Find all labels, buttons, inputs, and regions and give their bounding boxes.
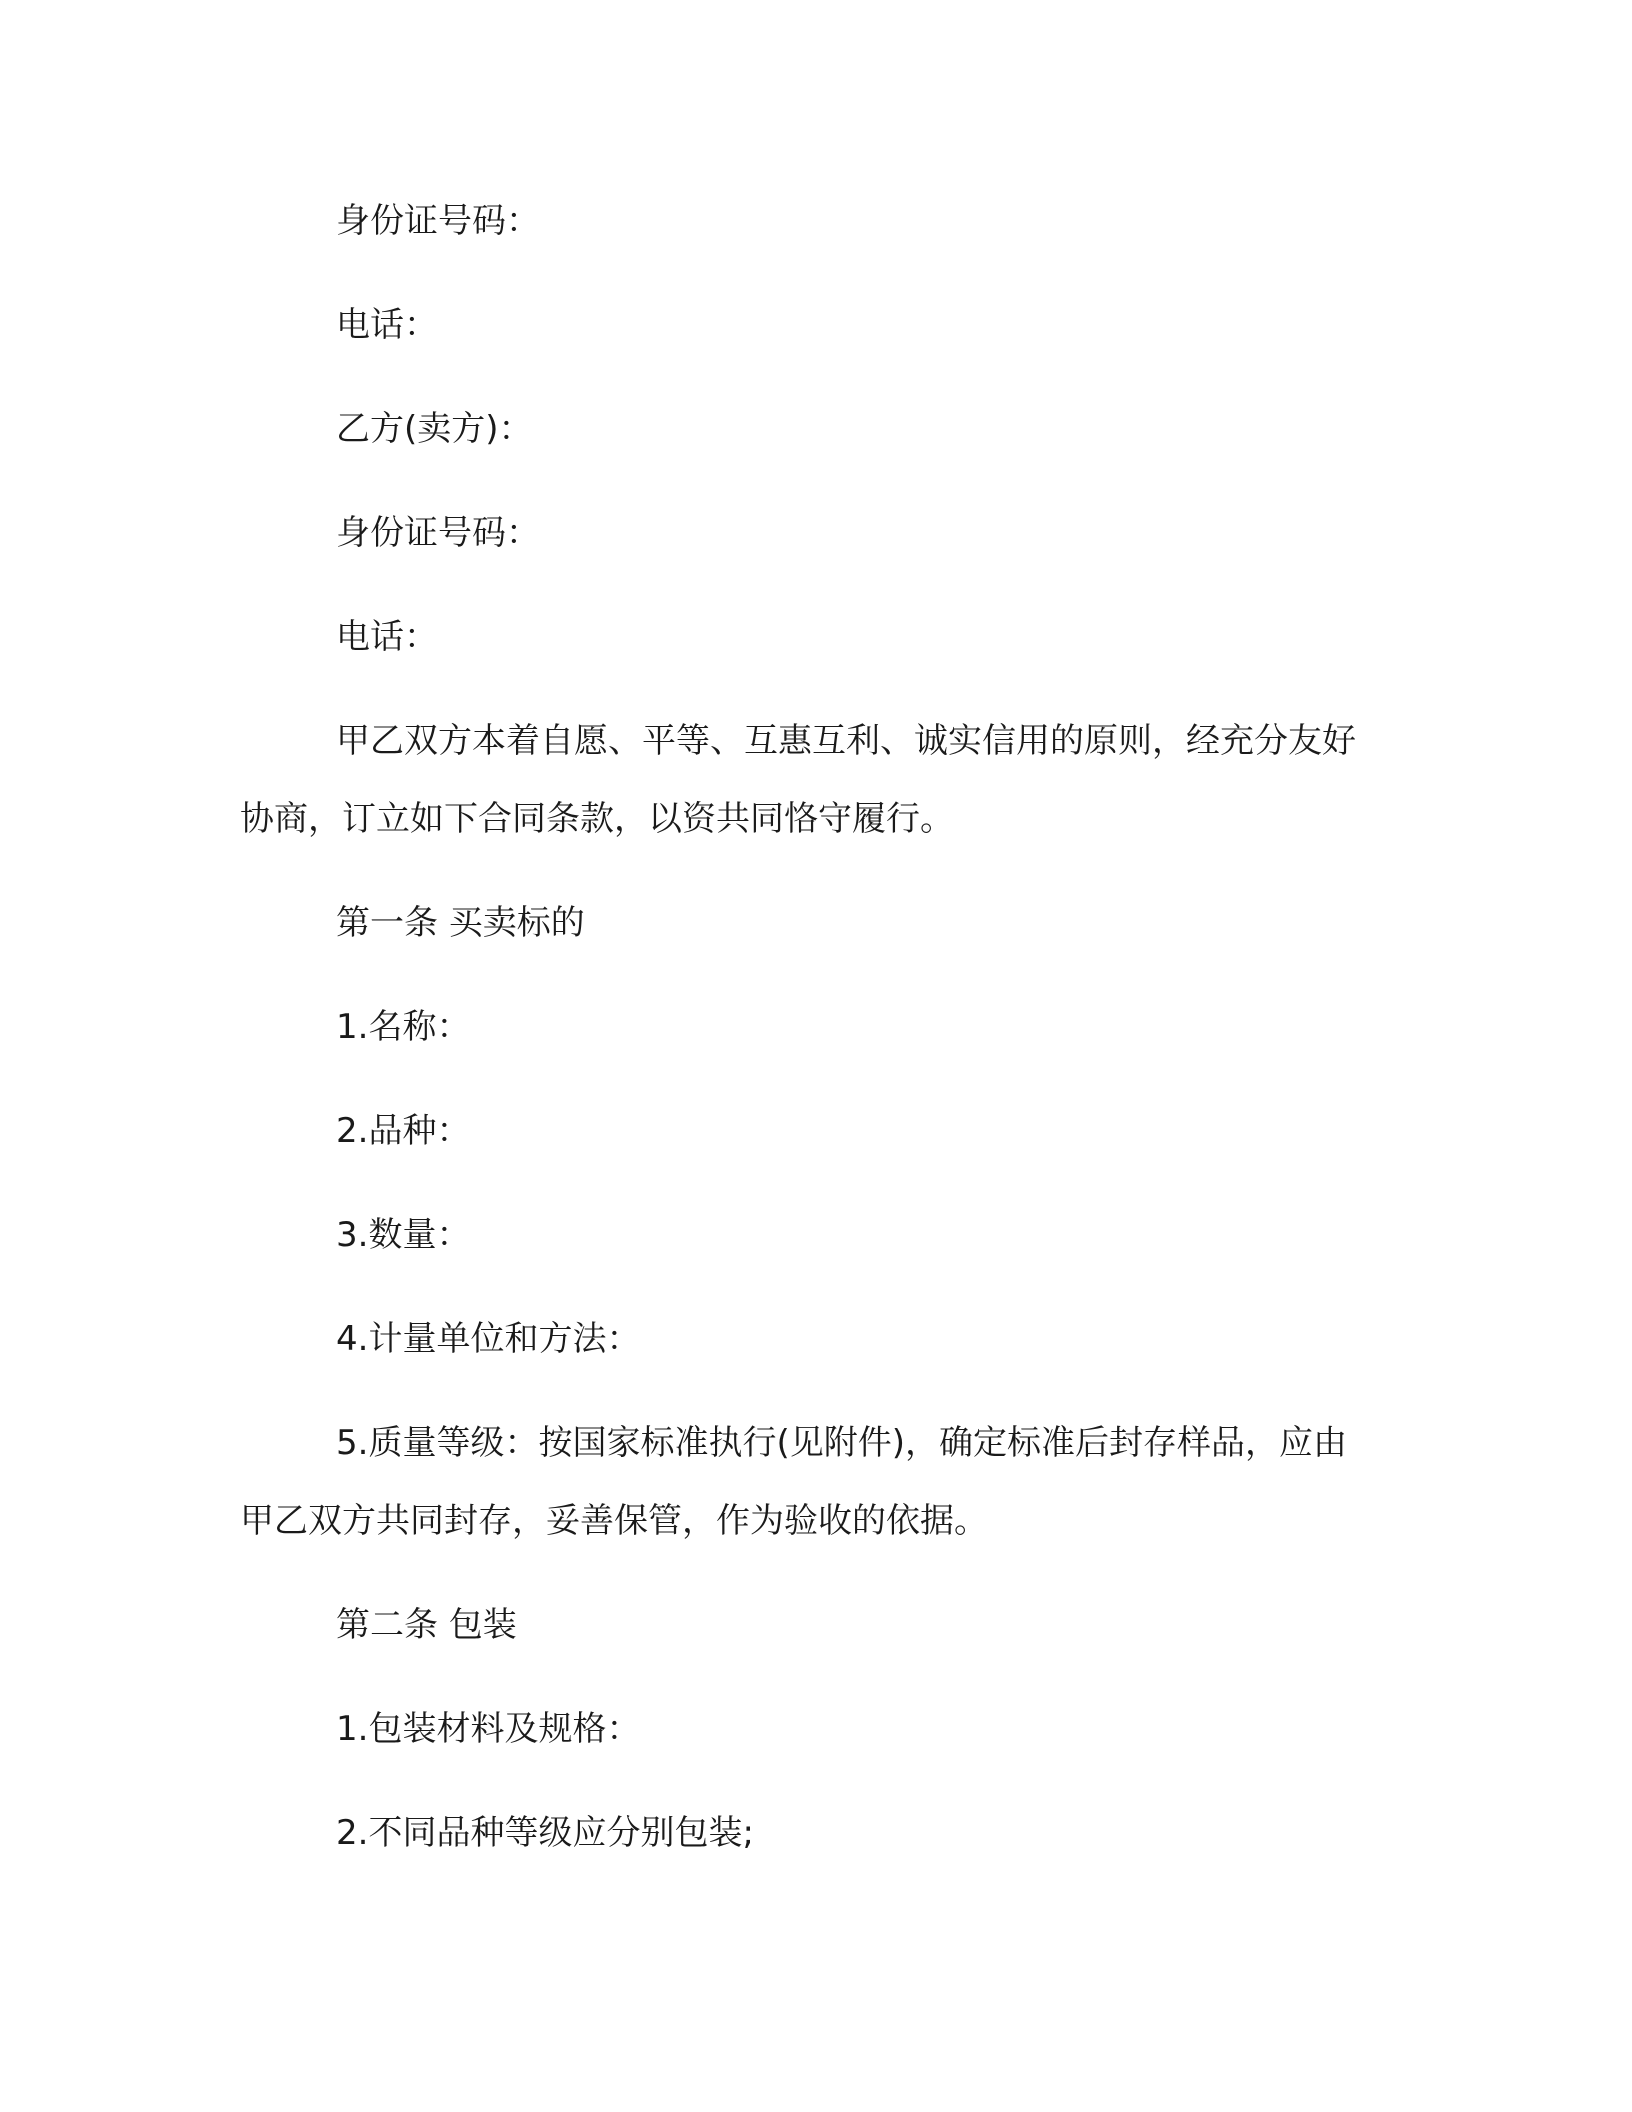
packaging-material-label: 1.包装材料及规格： [336, 1709, 641, 1749]
packaging-separation-line: 2.不同品种等级应分别包装; [336, 1813, 754, 1853]
party-b-phone-label: 电话： [336, 617, 438, 657]
item-measurement-label: 4.计量单位和方法： [336, 1319, 641, 1359]
seller-id-number-label: 身份证号码： [336, 201, 540, 241]
item-name-label: 1.名称： [336, 1007, 471, 1047]
article-two-heading: 第二条 包装 [336, 1605, 517, 1645]
phone-label: 电话： [336, 305, 438, 345]
article-one-heading: 第一条 买卖标的 [336, 903, 585, 943]
party-b-seller-label: 乙方(卖方)： [336, 409, 533, 449]
quality-grade-paragraph: 5.质量等级：按国家标准执行(见附件)，确定标准后封存样品，应由甲乙双方共同封存，妥善保管，作为验收的依据。 [240, 1423, 1347, 1541]
item-quantity-label: 3.数量： [336, 1215, 471, 1255]
contract-body [240, 182, 1380, 1898]
item-variety-label: 2.品种： [336, 1111, 471, 1151]
preamble-paragraph: 甲乙双方本着自愿、平等、互惠互利、诚实信用的原则，经充分友好协商，订立如下合同条款，以资共同恪守履行。 [240, 721, 1356, 839]
party-b-id-number-label: 身份证号码： [336, 513, 540, 553]
